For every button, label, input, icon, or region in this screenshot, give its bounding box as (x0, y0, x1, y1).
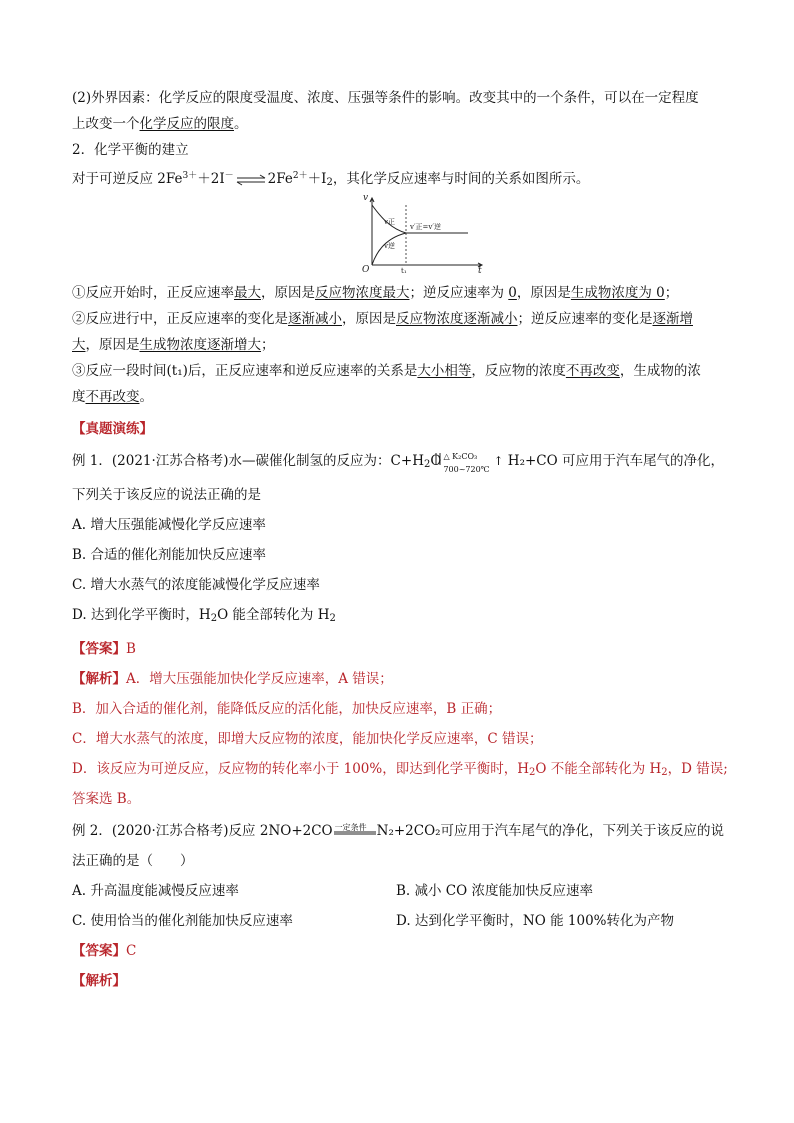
ex1-option-c[interactable]: C. 增大水蒸气的浓度能减慢化学反应速率 (72, 577, 320, 593)
gas-arrow-icon: ↑ (493, 454, 504, 468)
underlined-answer: 反应物浓度最大 (315, 285, 410, 301)
document-page (72, 88, 732, 991)
stem-text: H₂+CO 可应用于汽车尾气的净化， (507, 453, 724, 469)
reaction-lead (72, 166, 732, 193)
lead-text: ＋2I (197, 171, 225, 187)
option-text: D. 达到化学平衡时，H (72, 607, 211, 623)
option-text: O 能全部转化为 H (217, 607, 330, 623)
ex1-analysis-c: C．增大水蒸气的浓度，即增大反应物的浓度，能加快化学反应速率，C 错误； (72, 731, 543, 747)
section-heading: 2．化学平衡的建立 (72, 142, 189, 158)
ex1-conclusion: 答案选 B。 (72, 791, 141, 807)
intro-text: 上改变一个 (72, 116, 140, 132)
point-text: ，反应物的浓度 (471, 363, 566, 379)
x-axis-label: t (478, 266, 482, 276)
condition-top: △ K₂CO₃ (443, 452, 478, 461)
point-text: ； (261, 337, 275, 353)
ex1-answer (72, 639, 732, 659)
analysis-text: D．该反应为可逆反应，反应物的转化率小于 100%，即达到化学平衡时，H (72, 761, 529, 777)
point-text: ；逆反应速率的变化是 (517, 311, 653, 327)
point-text: ③反应一段时间(t₁)后，正反应速率和逆反应速率的关系是 (72, 363, 418, 379)
ex2-option-d[interactable]: D. 达到化学平衡时，NO 能 100%转化为产物 (396, 913, 674, 929)
subscript: 2 (661, 767, 668, 778)
reverse-rate-label: v逆 (384, 242, 395, 250)
practice-heading: 【真题演练】 (72, 421, 153, 437)
lead-text: ＋I (307, 171, 327, 187)
point-text: ，原因是 (342, 311, 396, 327)
point-3 (72, 361, 732, 381)
point-text: ； (664, 285, 679, 301)
subscript: 2 (329, 613, 336, 624)
stem-text: N₂+2CO₂可应用于汽车尾气的净化，下列关于该反应的说 (376, 823, 725, 839)
ex2-analysis-label: 【解析】 (72, 973, 126, 989)
point-3-cont (72, 387, 732, 407)
ex1-analysis-a (72, 669, 732, 689)
underlined-answer: 生成物浓度为 0 (570, 285, 665, 301)
rate-time-graph (360, 195, 490, 277)
equal-rate-label: v′正=v′逆 (410, 223, 441, 231)
charge-sup: 2＋ (292, 171, 308, 181)
ex2-option-b[interactable]: B. 减小 CO 浓度能加快反应速率 (396, 883, 593, 899)
ex2-options-row-1 (72, 881, 732, 901)
ex2-answer (72, 941, 732, 961)
point-text: ，原因是 (261, 285, 315, 301)
point-text: 。 (139, 389, 153, 405)
stem-text: 例 1．(2021·江苏合格考)水—碳催化制氢的反应为：C+H (72, 453, 424, 469)
underlined-term: 化学反应的限度 (139, 116, 234, 132)
point-text: 度 (72, 389, 86, 405)
underlined-answer: 最大 (234, 285, 261, 301)
point-text: ①反应开始时，正反应速率 (72, 285, 234, 301)
point-text: ，生成物的浓 (619, 363, 701, 379)
underlined-answer: 生成物浓度逐渐增大 (139, 337, 261, 353)
point-2-cont (72, 335, 732, 355)
ex2-option-a[interactable]: A. 升高温度能减慢反应速率 (72, 883, 239, 899)
subscript: 2 (423, 459, 431, 470)
subscript: 2 (326, 177, 333, 188)
analysis-text: ，D 错误; (667, 761, 728, 777)
point-text: ；逆反应速率为 (409, 285, 509, 301)
underlined-answer: 大 (72, 337, 86, 353)
t1-label: t₁ (401, 267, 407, 275)
example-2-stem (72, 821, 732, 841)
ex1-analysis-d (72, 759, 732, 783)
rate-time-figure (360, 195, 490, 277)
analysis-label: 【解析】 (72, 671, 126, 687)
subscript: 2 (528, 767, 536, 778)
charge-sup: 3＋ (182, 171, 198, 181)
intro-line-1: (2)外界因素：化学反应的限度受温度、浓度、压强等条件的影响。改变其中的一个条件，可以在一定程度 (72, 90, 699, 106)
underlined-answer: 反应物浓度逐渐减小 (396, 311, 518, 327)
point-text: ，原因是 (516, 285, 571, 301)
reversible-arrow-icon (433, 452, 443, 466)
example-1-stem (72, 451, 732, 475)
ex2-option-c[interactable]: C. 使用恰当的催化剂能加快反应速率 (72, 913, 293, 929)
ex1-option-b[interactable]: B. 合适的催化剂能加快反应速率 (72, 547, 267, 563)
answer-value: C (126, 943, 137, 959)
underlined-answer: 不再改变 (85, 389, 140, 405)
analysis-text: A．增大压强能加快化学反应速率，A 错误； (126, 671, 393, 687)
point-text: ，原因是 (85, 337, 140, 353)
subscript: 2 (210, 613, 218, 624)
y-axis-label: v (363, 193, 369, 203)
underlined-answer: 逐渐减小 (288, 311, 342, 327)
condition-top: 一定条件 (334, 823, 367, 832)
ex2-options-row-2 (72, 911, 732, 931)
answer-label: 【答案】 (72, 641, 126, 657)
condition-bottom: 700~720℃ (443, 465, 490, 474)
ex1-option-d[interactable] (72, 605, 732, 629)
intro-text: 。 (234, 116, 248, 132)
underlined-answer: 逐渐增 (652, 311, 693, 327)
point-2 (72, 309, 732, 329)
reversible-arrow-icon (333, 830, 377, 836)
point-text: ②反应进行中，正反应速率的变化是 (72, 311, 288, 327)
equilibrium-arrow-icon (234, 173, 268, 187)
intro-line-2 (72, 114, 732, 134)
point-1 (72, 283, 732, 303)
underlined-answer: 不再改变 (565, 363, 620, 379)
stem-text: O (430, 453, 442, 469)
answer-value: B (126, 641, 136, 657)
charge-sup: － (224, 171, 234, 181)
stem-text: 例 2．(2020·江苏合格考)反应 2NO+2CO (72, 823, 333, 839)
example-2-stem-2: 法正确的是（ ） (72, 853, 194, 869)
example-1-stem-2: 下列关于该反应的说法正确的是 (72, 487, 261, 503)
analysis-text: O 不能全部转化为 H (535, 761, 662, 777)
ex1-option-a[interactable]: A. 增大压强能减慢化学反应速率 (72, 517, 266, 533)
lead-text: 2Fe (267, 171, 293, 187)
forward-rate-label: v正 (384, 218, 395, 226)
origin-label: O (362, 265, 370, 275)
ex1-analysis-b: B．加入合适的催化剂，能降低反应的活化能，加快反应速率，B 正确； (72, 701, 502, 717)
underlined-answer: 0 (508, 285, 517, 301)
lead-text: ，其化学反应速率与时间的关系如图所示。 (332, 171, 590, 187)
answer-label: 【答案】 (72, 943, 126, 959)
underlined-answer: 大小相等 (417, 363, 472, 379)
lead-text: 对于可逆反应 2Fe (72, 171, 183, 187)
